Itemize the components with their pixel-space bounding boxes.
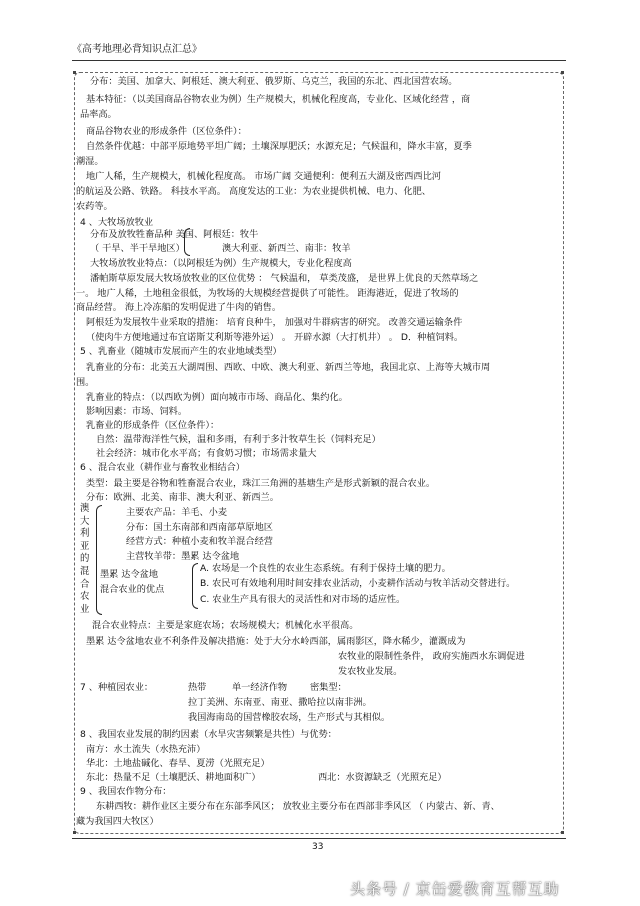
frame-corner [73,831,76,834]
text-line: 东北：热量不足（土壤肥沃、耕地面积广） [86,772,261,783]
text-line: 密集型： [310,682,347,693]
text-line: A. 农场是一个良性的农业生态系统。有利于保持土壤的肥力。 [200,563,451,574]
document-header: 《高考地理必背知识点汇总》 [72,44,202,55]
text-line: 阿根廷为发展牧牛业采取的措施： 培育良种牛， 加强对牛群病害的研究。 改善交通运输条件 [86,317,463,328]
text-line: 分布：美国、加拿大、阿根廷、澳大利亚、俄罗斯、乌克兰，我国的东北、西北国营农场。 [90,76,458,87]
text-line: 墨累 达令盆地 [100,569,159,580]
text-line: 自然：温带海洋性气候，温和多雨，有利于多汁牧草生长（饲料充足） [96,434,381,445]
text-line: 潮湿。 [76,156,104,167]
text-line: 主营牧羊带：墨累 达令盆地 [126,551,240,562]
text-line: 拉丁美洲、东南亚、南亚、撒哈拉以南非洲。 [188,697,372,708]
text-line: 经营方式：种植小麦和牧羊混合经营 [126,536,273,547]
frame-corner [561,831,564,834]
frame-corner [561,71,564,74]
text-line: 农药等。 [76,201,113,212]
text-line: （ 干旱、半干旱地区） [90,243,185,254]
text-line: 藏为我国四大牧区） [76,816,159,827]
text-line: 分布：欧洲、北美、南非、澳大利亚、新西兰。 [86,492,279,503]
text-line: 我国海南岛的国营橡胶农场，生产形式与其相似。 [188,712,391,723]
text-line: 品率高。 [80,109,117,120]
text-line: 影响因素：市场、饲料。 [86,406,188,417]
text-line: 地广人稀，生产规模大，机械化程度高。 市场广阔 交通便利：便利五大湖及密西西比河 [86,171,441,182]
text-line: 商品谷物农业的形成条件（区位条件）： [86,126,247,137]
text-line: 基本特征：（以美国商品谷物农业为例）生产规模大，机械化程度高，专业化、区域化经营 ，商 [86,94,471,105]
brace [192,563,198,609]
header-rule [72,60,566,61]
watermark: 头条号 / 京缶爱教育互帮互助 [350,880,560,898]
text-line: 农牧业的限制性条件， 政府实施西水东调促进 [338,651,525,662]
text-line: 分布：国土东南部和西南部草原地区 [126,522,273,533]
text-line: 华北：土地盐碱化、春旱、夏涝（光照充足） [86,758,270,769]
text-line: 热带 [188,682,207,693]
section-heading: 6 、混合农业（耕作业与畜牧业相结合） [80,462,245,473]
text-line: 大牧场放牧业特点：（以阿根廷为例）生产规模大，专业化程度高 [90,258,352,269]
text-line: C. 农业生产具有很大的灵活性和对市场的适应性。 [200,594,406,605]
brace [96,505,102,615]
text-line: 乳畜业的分布：北美五大湖周围、西欧、中欧、澳大利亚、新西兰等地，我国北京、上海等大城市周 [86,362,491,373]
vertical-label: 澳 大 利 亚 的 混 合 农 业 [80,503,90,615]
text-line: 乳畜业的形成条件（区位条件）： [86,420,220,431]
text-line: 南方：水土流失（水热充沛） [86,744,206,755]
section-heading: 5 、乳畜业（随城市发展而产生的农业地域类型） [80,346,282,357]
text-line: （使肉牛方便地通过布宜诺斯艾利斯等港外运） 。 开辟水源（大打机井） 。 D．种植饲料。 [86,332,464,343]
text-line: B. 农民可有效地利用时间安排农业活动，小麦耕作活动与牧羊活动交替进行。 [200,578,516,589]
text-line: 的航运及公路、铁路。 科技水平高。 高度发达的工业：为农业提供机械、电力、化肥、 [76,186,431,197]
text-line: 自然条件优越：中部平原地势平坦广阔；土壤深厚肥沃；水源充足；气候温和，降水丰富，夏季 [86,141,472,152]
text-line: 单一经济作物 [232,682,288,693]
text-line: 主要农产品：羊毛、小麦 [126,507,228,518]
section-heading: 9 、我国农作物分布： [80,786,172,797]
text-line: 混合农业特点：主要是家庭农场；农场规模大；机械化水平很高。 [92,620,359,631]
text-line: 乳畜业的特点：（以西欧为例）面向城市市场、商品化、集约化。 [86,392,348,403]
section-heading: 8 、我国农业发展的制约因素（水旱灾害频繁是共性）与优势： [80,729,337,740]
brace [184,228,190,256]
text-line: 围。 [76,377,95,388]
text-line: 社会经济：城市化水平高；有食奶习惯；市场需求量大 [96,448,317,459]
text-line: 潘帕斯草原发展大牧场放牧业的区位优势 ： 气候温和， 草类茂盛， 是世界上优良的天然草场之 [90,273,479,284]
text-line: 一。 地广人稀，土地租金很低，为牧场的大规模经营提供了可能性。 距海港近，促进了牧场的 [76,288,459,299]
text-line: 西北：水资源缺乏（光照充足） [318,772,447,783]
text-line: 澳大利亚、新西兰、南非：牧羊 [222,243,351,254]
text-line: 商品经营。 海上冷冻船的发明促进了牛肉的销售。 [76,302,282,313]
section-heading: 7 、种植园农业： [80,682,154,693]
frame-corner [73,71,76,74]
text-line: 分布及放牧牲畜品种 美国、阿根廷：牧牛 [90,229,259,240]
text-line: 发农牧业发展。 [338,666,403,677]
text-line: 东耕西牧：耕作业区主要分布在东部季风区； 放牧业主要分布在西部非季风区 （ 内蒙古、新、青、 [96,801,500,812]
text-line: 类型：最主要是谷物和牲畜混合农业，珠江三角洲的基塘生产是形式新颖的混合农业。 [86,478,436,489]
footer-rule [72,838,566,839]
page-number: 33 [312,842,324,852]
text-line: 墨累 达令盆地农业不利条件及解决措施：处于大分水岭西部，属雨影区，降水稀少，灌溉成为 [86,636,466,647]
text-line: 混合农业的优点 [100,584,165,595]
section-heading: 4 、大牧场放牧业 [80,217,154,228]
